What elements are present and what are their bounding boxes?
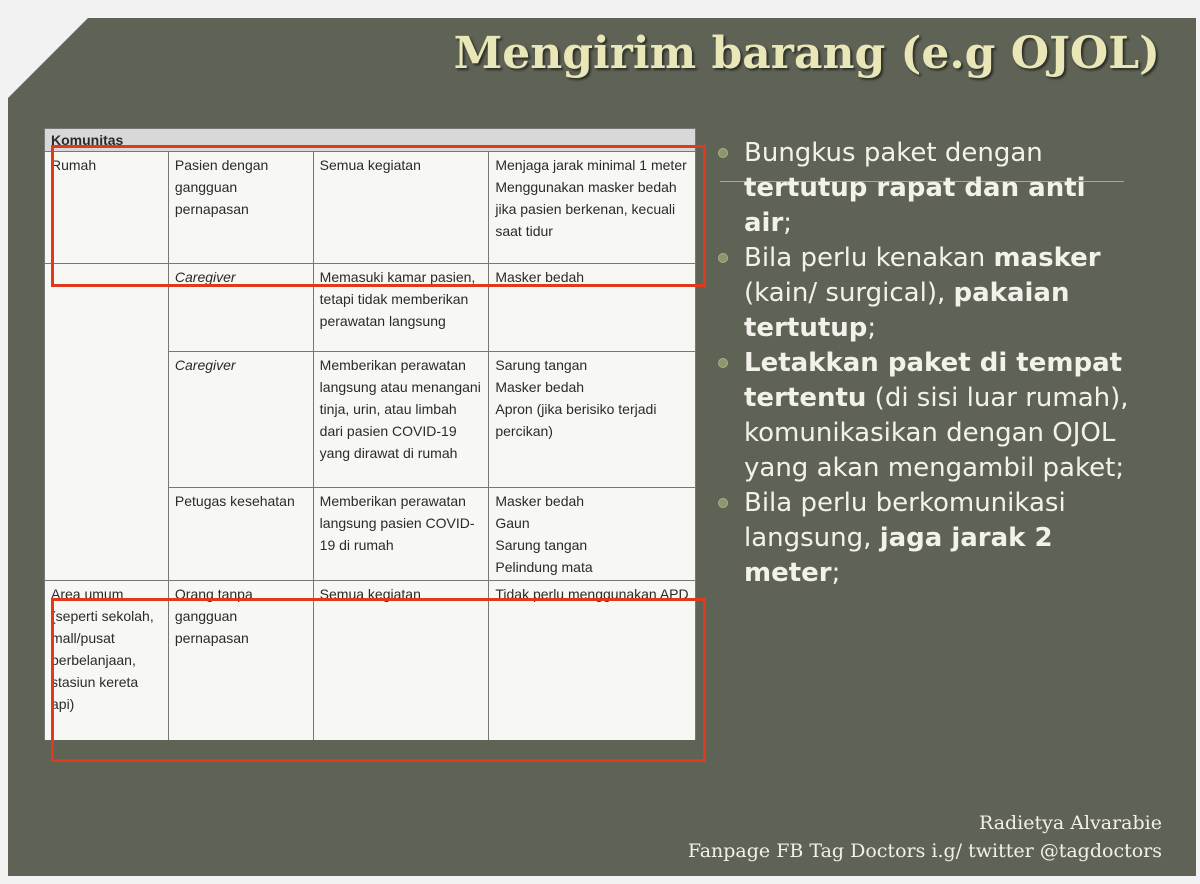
cell-line: Masker bedah	[495, 493, 585, 509]
bullet-bold-text: Letakkan paket di tempat tertentu	[744, 348, 1123, 413]
cell-line: Sarung tangan	[495, 357, 588, 373]
bullet-dot-icon	[718, 358, 728, 368]
cell-line: Sarung tangan	[495, 537, 588, 553]
slide-title: Mengirim barang (e.g OJOL)	[453, 28, 1160, 79]
bullet-bold-text: jaga jarak 2 meter	[744, 523, 1053, 588]
cell-line: Menjaga jarak minimal 1 meter	[495, 157, 687, 173]
credit-author: Radietya Alvarabie	[978, 812, 1162, 834]
table-cell	[489, 152, 696, 264]
cell-line: Apron (jika berisiko terjadi percikan)	[495, 401, 657, 439]
table-cell: Tidak perlu menggunakan APD	[489, 581, 696, 741]
bullet-bold-text: masker	[993, 243, 1101, 273]
table-row	[45, 264, 696, 352]
cell-line: Masker bedah	[495, 379, 585, 395]
table-cell: Memberikan perawatan langsung pasien COVID-19 di rumah	[313, 488, 489, 581]
bullet-dot-icon	[718, 498, 728, 508]
table-cell: Rumah	[45, 152, 169, 264]
table-cell: Caregiver	[168, 264, 313, 352]
table-cell: Semua kegiatan	[313, 581, 489, 741]
bullet-bold-text: tertutup rapat dan anti air	[744, 173, 1086, 238]
bullet-text: ;	[831, 558, 841, 588]
table-cell	[489, 488, 696, 581]
table-cell: Orang tanpa gangguan pernapasan	[168, 581, 313, 741]
credit-social: Fanpage FB Tag Doctors i.g/ twitter @tagdoctors	[687, 840, 1162, 862]
table-cell: Masker bedah	[489, 264, 696, 352]
bullet-text: ;	[867, 313, 877, 343]
bullet-item	[718, 346, 1138, 486]
table-cell: Semua kegiatan	[313, 152, 489, 264]
bullet-text: Bila perlu berkomunikasi langsung,	[744, 488, 1066, 553]
bullet-text: Bungkus paket dengan	[744, 138, 1043, 168]
bullet-bold-text: pakaian tertutup	[744, 278, 1070, 343]
table-cell: Memasuki kamar pasien, tetapi tidak memberikan perawatan langsung	[313, 264, 489, 352]
table-cell: Caregiver	[168, 352, 313, 488]
bullet-dot-icon	[718, 253, 728, 263]
table-cell: Pasien dengan gangguan pernapasan	[168, 152, 313, 264]
table-cell	[45, 264, 169, 581]
ppe-table	[44, 128, 696, 740]
table-cell	[489, 352, 696, 488]
bullet-text: Bila perlu kenakan	[744, 243, 994, 273]
table-row	[45, 152, 696, 264]
bullet-text: (di sisi luar rumah), komunikasikan dengan OJOL yang akan mengambil paket;	[744, 383, 1129, 483]
bullet-dot-icon	[718, 148, 728, 158]
table-cell: Area umum (seperti sekolah, mall/pusat perbelanjaan, stasiun kereta api)	[45, 581, 169, 741]
bullet-text: ;	[783, 208, 793, 238]
cell-line: Gaun	[495, 515, 530, 531]
table-header-row	[45, 129, 696, 152]
table-row	[45, 581, 696, 741]
table-header-komunitas: Komunitas	[45, 129, 696, 152]
table-cell: Memberikan perawatan langsung atau menangani tinja, urin, atau limbah dari pasien COVID-19 yang dirawat di rumah	[313, 352, 489, 488]
bullet-item	[718, 241, 1138, 346]
bullet-text: (kain/ surgical),	[744, 278, 954, 308]
bullet-item	[718, 136, 1138, 241]
table-cell: Petugas kesehatan	[168, 488, 313, 581]
bullet-list	[718, 136, 1138, 591]
cell-line: Menggunakan masker bedah jika pasien berkenan, kecuali saat tidur	[495, 179, 677, 239]
ppe-table-image	[44, 128, 696, 740]
bullet-item	[718, 486, 1138, 591]
cell-line: Pelindung mata	[495, 559, 593, 575]
